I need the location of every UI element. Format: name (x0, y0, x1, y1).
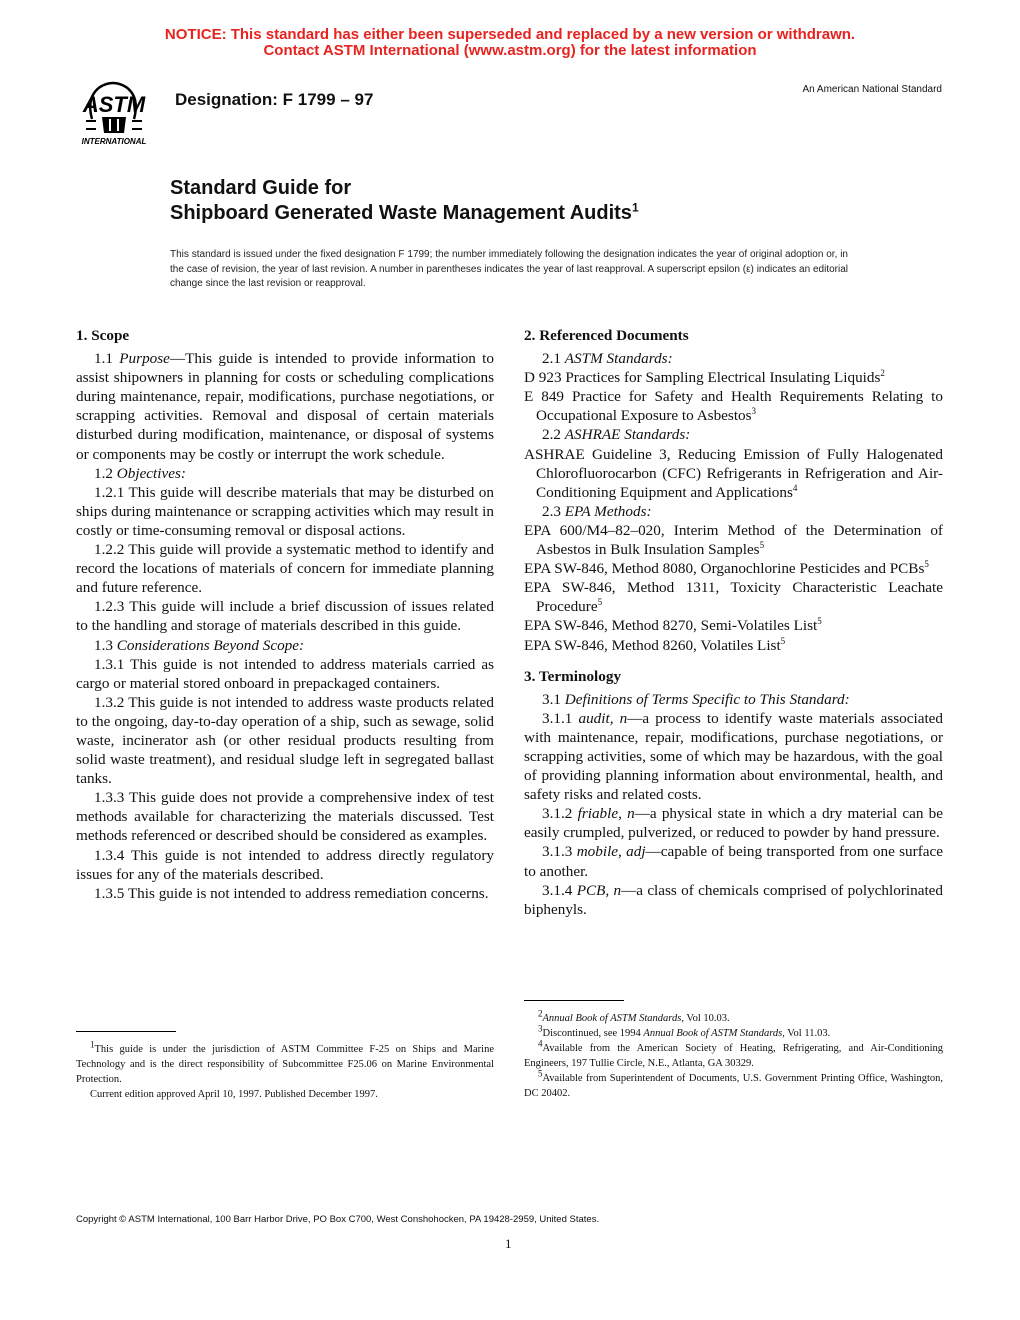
scope-1-2-3: 1.2.3 This guide will include a brief discussion of issues related to the handling and storage of materials described in this guide. (76, 598, 494, 635)
title-line-2: Shipboard Generated Waste Management Audits$^1$ (170, 200, 639, 224)
footnote-1: $^1$This guide is under the jurisdiction of ASTM Committee F-25 on Ships and Marine Technology and is the direct responsibility of Subcommittee F25.06 on Marine Environmental Protection. (76, 1039, 494, 1085)
logo-subtext: INTERNATIONAL (81, 137, 147, 146)
terms-3-1: 3.1 Definitions of Terms Specific to This Standard: (542, 690, 850, 708)
title-line-1: Standard Guide for (170, 177, 352, 199)
scope-1-1: 1.1 Purpose—This guide is intended to provide information to assist shipowners in planning for costs or scheduling complications during maintenance, repair, modifications, purchase negotiations, or scrapping activities. Removal and disposal of certain materials disturbed during modification, maintenance, or disposal of systems or components may be costly or interrupt the work schedule. (76, 350, 494, 463)
term-mobile: 3.1.3 mobile, adj—capable of being transported from one surface to another. (524, 843, 943, 880)
scope-1-3-5: 1.3.5 This guide is not intended to address remediation concerns. (94, 884, 489, 902)
ref-epa-8080: EPA SW-846, Method 8080, Organochlorine Pesticides and PCBs$^5$ (524, 559, 929, 578)
section-heading-references: 2. Referenced Documents (524, 327, 689, 344)
american-national-standard: An American National Standard (802, 84, 942, 95)
withdrawn-notice (0, 27, 1020, 59)
scope-1-2: 1.2 Objectives: (94, 464, 186, 482)
astm-logo (66, 75, 162, 147)
refs-2-1: 2.1 ASTM Standards: (542, 350, 673, 368)
right-column (524, 322, 943, 919)
notice-line-2: Contact ASTM International (www.astm.org) for the latest information (263, 42, 757, 59)
term-pcb: 3.1.4 PCB, n—a class of chemicals comprised of polychlorinated biphenyls. (524, 881, 943, 918)
ref-epa-8270: EPA SW-846, Method 8270, Semi-Volatiles List$^5$ (524, 616, 822, 635)
left-column (76, 322, 494, 903)
ref-epa-600: EPA 600/M4–82–020, Interim Method of the Determination of Asbestos in Bulk Insulation Samples$^5$ (524, 521, 943, 559)
section-heading-scope: 1. Scope (76, 327, 130, 344)
scope-1-3-1: 1.3.1 This guide is not intended to address materials carried as cargo or material stored onboard in prepackaged containers. (76, 655, 494, 692)
footnote-4: $^4$Available from the American Society of Heating, Refrigerating, and Air-Conditioning Engineers, 197 Tullie Circle, N.E., Atlanta, GA 30329. (524, 1038, 943, 1069)
footnote-3: $^3$Discontinued, see 1994 Annual Book of ASTM Standards, Vol 11.03. (538, 1023, 831, 1039)
footnotes-left (76, 1039, 494, 1102)
ref-ashrae: ASHRAE Guideline 3, Reducing Emission of Fully Halogenated Chlorofluorocarbon (CFC) Refrigerants in Refrigeration and Air-Conditioning Equipment and Applications$^4$ (524, 445, 943, 501)
footnote-divider-right (524, 1000, 624, 1001)
footnote-divider-left (76, 1031, 176, 1032)
term-audit: 3.1.1 audit, n—a process to identify waste materials associated with maintenance, repair, modifications, purchase negotiations, or scrapping activities, some of which may be hazardous, with the goal of providing planning information about environmental, health, and safety risks and related costs. (524, 709, 943, 804)
scope-1-3-4: 1.3.4 This guide is not intended to address directly regulatory issues for any of the materials described. (76, 846, 494, 883)
title-footnote-ref[interactable]: 1 (631, 200, 639, 215)
preamble: This standard is issued under the fixed designation F 1799; the number immediately following the designation indicates the year of original adoption or, in the case of revision, the year of last revision. A number in parentheses indicates the year of last reapproval. A superscript epsilon (ε) indicates an editorial change since the last revision or reapproval. (170, 249, 848, 289)
refs-2-2: 2.2 ASHRAE Standards: (542, 426, 691, 444)
notice-line-1: NOTICE: This standard has either been superseded and replaced by a new version or withdrawn. (164, 26, 856, 43)
ref-epa-1311: EPA SW-846, Method 1311, Toxicity Characteristic Leachate Procedure$^5$ (524, 579, 943, 616)
astm-logo-icon (66, 75, 162, 147)
logo-text: ASTM (82, 92, 146, 117)
section-heading-terminology: 3. Terminology (524, 667, 622, 685)
scope-1-3-2: 1.3.2 This guide is not intended to address waste products related to the ongoing, day-to-day operation of a ship, such as sewage, solid waste, incinerator ash (or other residual products resulting from solid waste treatment), and residual sludge left in segregated ballast tanks. (76, 693, 494, 788)
scope-1-2-1: 1.2.1 This guide will describe materials that may be disturbed on ships during maintenance or scrapping activities which may result in costly or time-consuming removal or disposal actions. (76, 483, 494, 539)
footnote-1b: Current edition approved April 10, 1997. Published December 1997. (90, 1089, 378, 1100)
ref-epa-8260: EPA SW-846, Method 8260, Volatiles List$^5$ (524, 635, 786, 654)
footnote-2: $^2$Annual Book of ASTM Standards, Vol 10.03. (538, 1008, 730, 1024)
scope-1-3-3: 1.3.3 This guide does not provide a comprehensive index of test methods available for characterizing the materials discussed. Test methods referenced or described should be considered as examples. (76, 789, 494, 845)
scope-1-3: 1.3 Considerations Beyond Scope: (94, 636, 305, 654)
scope-1-2-2: 1.2.2 This guide will provide a systematic method to identify and record the locations of materials of concern for immediate planning and future reference. (76, 541, 494, 597)
designation: Designation: F 1799 – 97 (175, 90, 374, 109)
document-title (170, 176, 639, 226)
copyright: Copyright © ASTM International, 100 Barr Harbor Drive, PO Box C700, West Conshohocken, PA 19428-2959, United States. (76, 1214, 600, 1225)
ref-e849: E 849 Practice for Safety and Health Requirements Relating to Occupational Exposure to Asbestos$^3$ (524, 388, 943, 425)
footnotes-right (524, 1008, 943, 1101)
ref-d923: D 923 Practices for Sampling Electrical Insulating Liquids$^2$ (524, 368, 885, 387)
term-friable: 3.1.2 friable, n—a physical state in which a dry material can be easily crumpled, pulverized, or reduced to powder by hand pressure. (524, 805, 944, 842)
page-number: 1 (505, 1236, 512, 1251)
footnote-5: $^5$Available from Superintendent of Documents, U.S. Government Printing Office, Washington, DC 20402. (524, 1068, 943, 1099)
refs-2-3: 2.3 EPA Methods: (542, 502, 652, 520)
